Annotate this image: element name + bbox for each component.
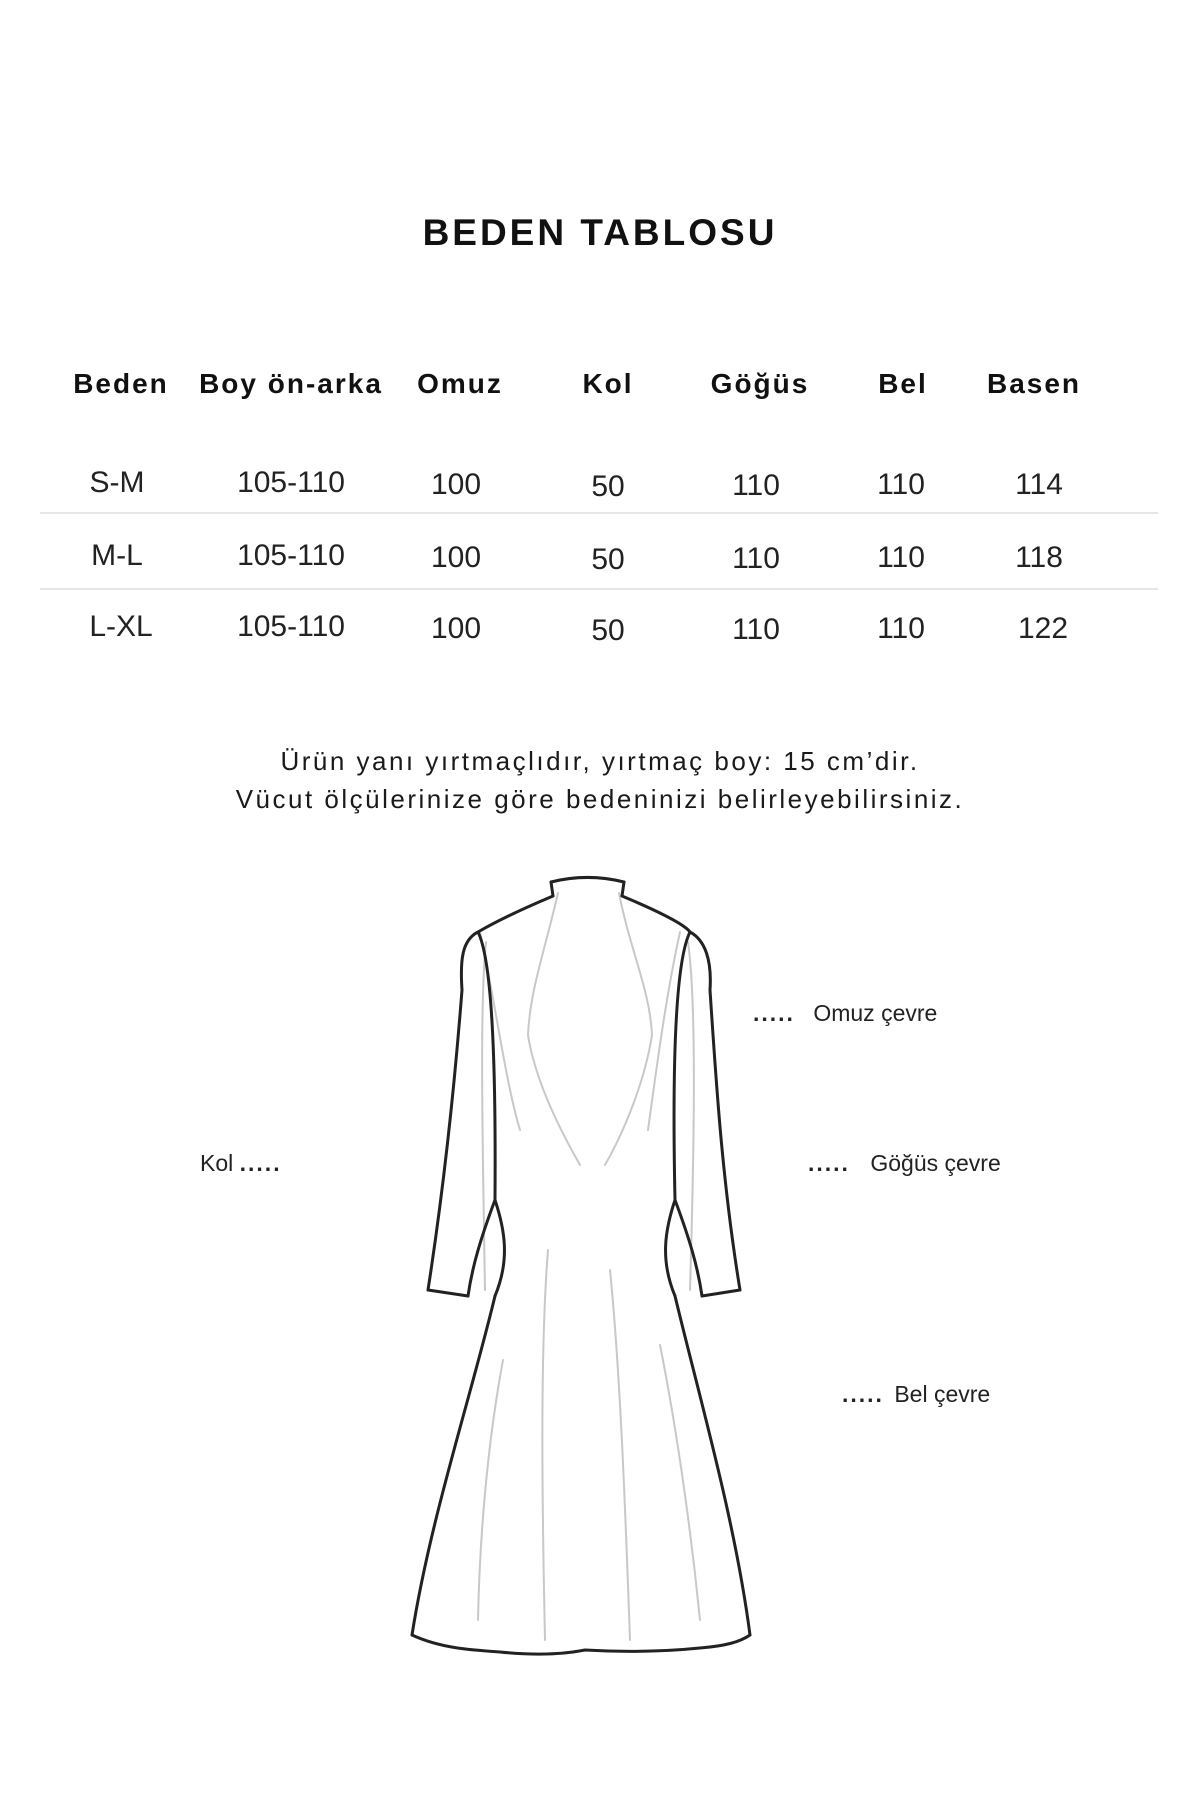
header-kol: Kol [582,368,634,399]
label-kol [200,1150,282,1177]
table-cell: 118 [1015,541,1063,574]
table-cell: 50 [591,543,625,576]
header-boy: Boy ön-arka [199,368,383,399]
table-cell: 110 [877,612,925,645]
note-size-advice: Vücut ölçülerinize göre bedeninizi belirleyebilirsiniz. [235,784,965,814]
table-cell: 110 [732,469,780,502]
table-cell: S-M [89,466,145,499]
label-kol-text: Kol [200,1150,234,1176]
table-cell: 110 [732,542,780,575]
table-cell: 105-110 [237,539,345,572]
label-bel-text: Bel çevre [894,1381,991,1407]
table-cell: M-L [91,539,143,572]
table-cell: 100 [430,612,482,645]
table-cell: 100 [430,541,482,574]
dots-gogus: ..... [808,1150,850,1176]
header-gogus: Göğüs [710,368,810,399]
table-cell: 50 [591,470,625,503]
header-omuz: Omuz [417,368,503,399]
header-beden: Beden [73,368,169,399]
dots-bel: ..... [842,1381,884,1407]
table-cell: 100 [430,468,482,501]
label-omuz [753,1000,937,1027]
label-bel [842,1381,990,1408]
dots-kol: ..... [239,1150,282,1176]
table-cell: 110 [732,613,780,646]
label-gogus-text: Göğüs çevre [870,1150,1001,1176]
table-cell: 105-110 [237,610,345,643]
label-gogus [808,1150,1001,1177]
table-cell: L-XL [89,610,153,643]
table-cell: 122 [1017,612,1069,645]
table-cell: 114 [1015,468,1063,501]
header-basen: Basen [986,368,1082,399]
header-bel: Bel [878,368,928,399]
table-cell: 105-110 [237,466,345,499]
table-cell: 110 [877,468,925,501]
table-cell: 110 [877,541,925,574]
label-omuz-text: Omuz çevre [813,1000,938,1026]
table-cell: 50 [591,614,625,647]
page-title: BEDEN TABLOSU [422,212,778,253]
note-slit: Ürün yanı yırtmaçlıdır, yırtmaç boy: 15 cm’dir. [280,746,920,776]
dots-omuz: ..... [753,1000,795,1026]
